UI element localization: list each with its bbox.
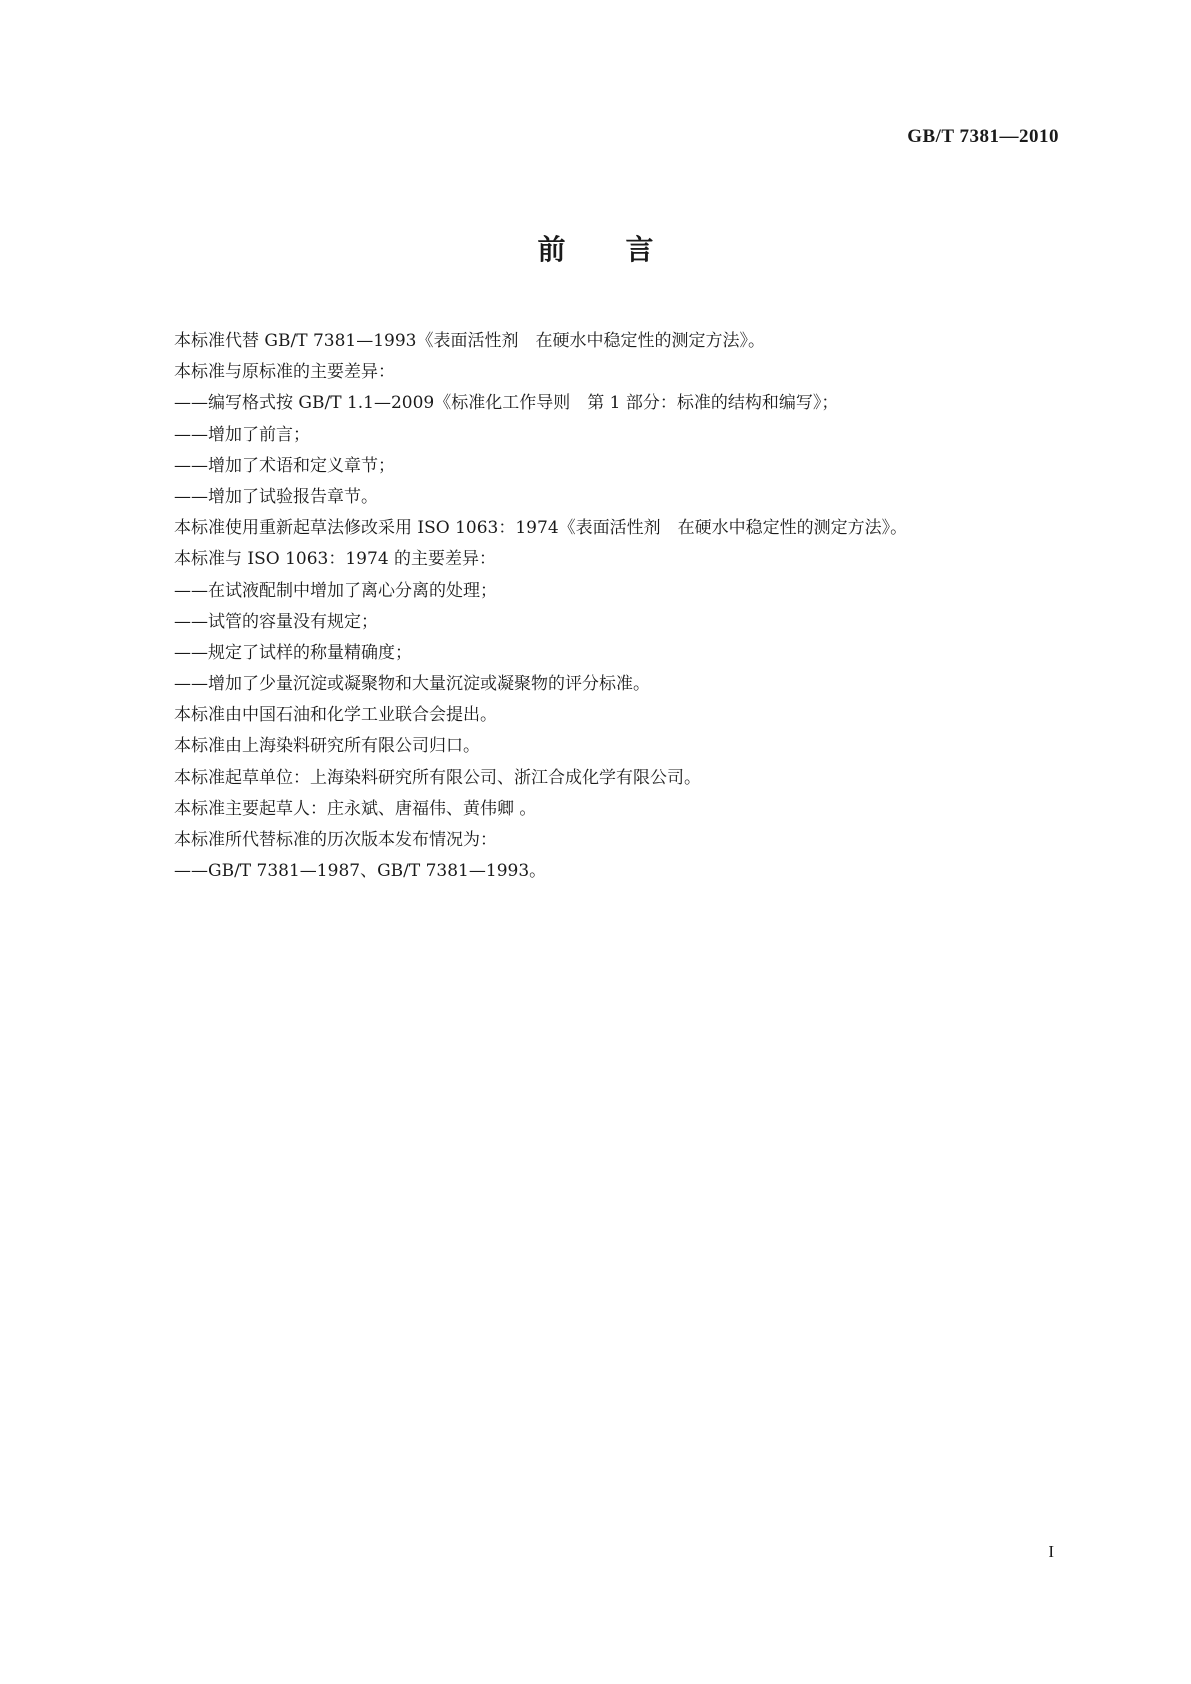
- paragraph-line: 本标准起草单位：上海染料研究所有限公司、浙江合成化学有限公司。: [174, 767, 701, 788]
- title-char-2: 言: [625, 233, 654, 266]
- paragraph-line: ——在试液配制中增加了离心分离的处理；: [174, 580, 497, 601]
- paragraph-line: ——增加了试验报告章节。: [174, 486, 378, 507]
- paragraph-line: ——编写格式按 GB/T 1.1—2009《标准化工作导则 第 1 部分：标准的结构和编写》；: [174, 393, 839, 414]
- paragraph-line: 本标准主要起草人：庄永斌、唐福伟、黄伟卿 。: [174, 798, 537, 819]
- page-title: [0, 228, 1191, 268]
- paragraph-line: ——增加了前言；: [174, 424, 310, 445]
- standard-code-header: GB/T 7381—2010: [907, 126, 1059, 147]
- paragraph-line: ——试管的容量没有规定；: [174, 611, 378, 632]
- paragraph-line: 本标准代替 GB/T 7381—1993《表面活性剂 在硬水中稳定性的测定方法》。: [174, 331, 765, 351]
- foreword-body: [174, 326, 1054, 887]
- paragraph-line: 本标准与原标准的主要差异：: [174, 362, 395, 383]
- paragraph-line: 本标准由上海染料研究所有限公司归口。: [174, 736, 480, 757]
- paragraph-line: 本标准所代替标准的历次版本发布情况为：: [174, 830, 497, 850]
- paragraph-line: 本标准由中国石油和化学工业联合会提出。: [174, 705, 497, 726]
- title-char-1: 前: [537, 233, 566, 266]
- paragraph-line: ——GB/T 7381—1987、GB/T 7381—1993。: [174, 861, 547, 882]
- page-number: I: [1048, 1542, 1054, 1561]
- paragraph-line: ——增加了术语和定义章节；: [174, 455, 395, 476]
- paragraph-line: 本标准使用重新起草法修改采用 ISO 1063：1974《表面活性剂 在硬水中稳定性的测定方法》。: [174, 518, 908, 539]
- paragraph-line: ——规定了试样的称量精确度；: [174, 642, 412, 663]
- paragraph-line: ——增加了少量沉淀或凝聚物和大量沉淀或凝聚物的评分标准。: [174, 674, 650, 695]
- paragraph-line: 本标准与 ISO 1063：1974 的主要差异：: [174, 549, 497, 570]
